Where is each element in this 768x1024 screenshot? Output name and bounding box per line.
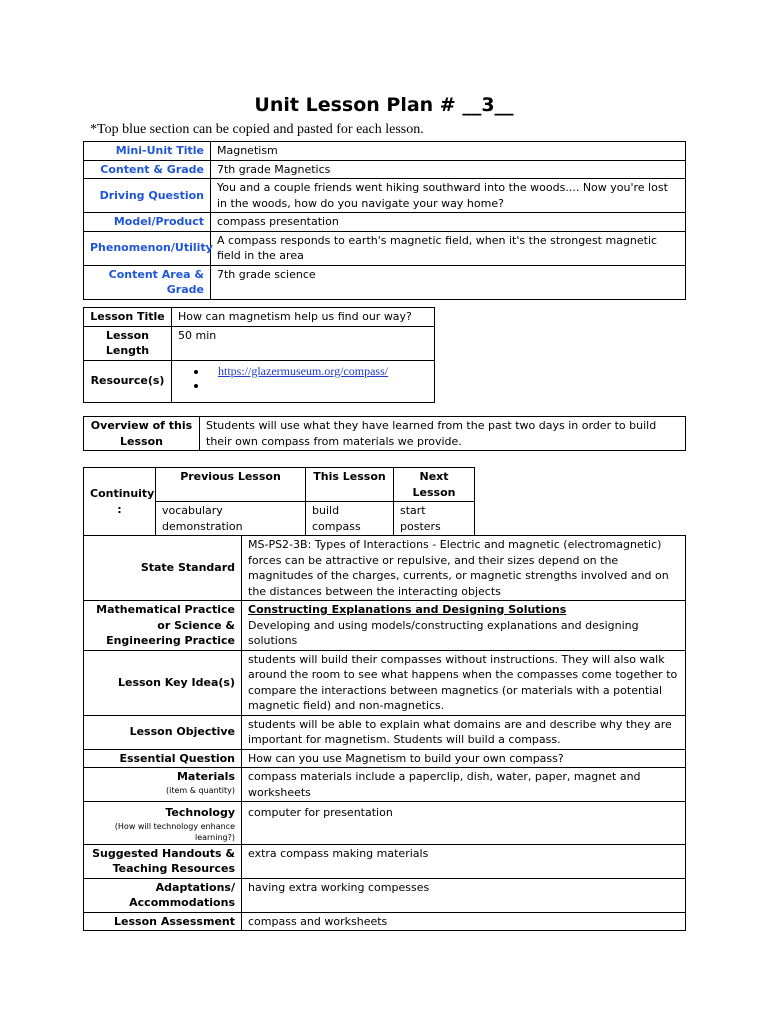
- table-row: [84, 231, 686, 265]
- table-row: [84, 160, 686, 179]
- table-row: [84, 326, 435, 360]
- lesson-title-label: Lesson Title: [84, 308, 172, 327]
- table-row: [84, 912, 686, 931]
- materials-sublabel: (item & quantity): [166, 785, 235, 795]
- table-row: [84, 749, 686, 768]
- table-row: [84, 417, 686, 451]
- lesson-info-table: [83, 307, 435, 403]
- list-item: [208, 364, 428, 378]
- continuity-label: Continuity :: [84, 468, 156, 536]
- materials-value: compass materials include a paperclip, dish, water, paper, magnet and worksheets: [242, 768, 686, 802]
- essential-question-label: Essential Question: [84, 749, 242, 768]
- driving-question-value: You and a couple friends went hiking southward into the woods.... Now you're lost in the woods, how do you navigate your way home?: [211, 179, 686, 213]
- content-grade-label: Content & Grade: [84, 160, 211, 179]
- handouts-value: extra compass making materials: [242, 844, 686, 878]
- table-row: [84, 142, 686, 161]
- technology-sublabel: (How will technology enhance learning?): [114, 821, 235, 842]
- copy-note: *Top blue section can be copied and pasted for each lesson.: [90, 122, 424, 137]
- phenomenon-label: Phenomenon/Utility: [84, 231, 211, 265]
- objective-label: Lesson Objective: [84, 715, 242, 749]
- lesson-length-value: 50 min: [172, 326, 435, 360]
- resources-list: [178, 364, 428, 392]
- key-idea-value: students will build their compasses without instructions. They will also walk around the room to see what happens when the compasses come together to compare the interactions between magnetics (or materials with a potential magnetic field) and non-magnetics.: [242, 650, 686, 715]
- model-product-value: compass presentation: [211, 213, 686, 232]
- phenomenon-value: A compass responds to earth's magnetic field, when it's the strongest magnetic field in the area: [211, 231, 686, 265]
- practice-value: Developing and using models/constructing explanations and designing solutions: [248, 618, 639, 647]
- lesson-detail-table: [83, 535, 686, 931]
- practice-heading: Constructing Explanations and Designing Solutions: [248, 603, 567, 616]
- adaptations-value: having extra working compesses: [242, 878, 686, 912]
- table-row: [84, 536, 686, 601]
- adaptations-label: Adaptations/ Accommodations: [84, 878, 242, 912]
- lesson-title-value: How can magnetism help us find our way?: [172, 308, 435, 327]
- previous-lesson-value: vocabulary demonstration: [156, 502, 306, 536]
- assessment-label: Lesson Assessment: [84, 912, 242, 931]
- mini-unit-title-label: Mini-Unit Title: [84, 142, 211, 161]
- list-item: [208, 378, 428, 392]
- state-standard-label: State Standard: [84, 536, 242, 601]
- mini-unit-title-value: Magnetism: [211, 142, 686, 161]
- next-lesson-header: Next Lesson: [394, 468, 475, 502]
- table-row: [84, 768, 686, 802]
- objective-value: students will be able to explain what domains are and describe why they are important for magnetism. Students will build a compass.: [242, 715, 686, 749]
- unit-info-table: [83, 141, 686, 300]
- continuity-table: [83, 467, 475, 536]
- table-row: [84, 468, 475, 502]
- table-row: [84, 179, 686, 213]
- resources-label: Resource(s): [84, 360, 172, 402]
- table-row: [84, 213, 686, 232]
- key-idea-label: Lesson Key Idea(s): [84, 650, 242, 715]
- content-area-value: 7th grade science: [211, 265, 686, 299]
- overview-table: [83, 416, 686, 451]
- table-row: [84, 360, 435, 402]
- practice-label: Mathematical Practice or Science & Engineering Practice: [84, 601, 242, 651]
- materials-label: Materials: [176, 770, 235, 783]
- content-area-label: Content Area & Grade: [84, 265, 211, 299]
- driving-question-label: Driving Question: [84, 179, 211, 213]
- table-row: [84, 715, 686, 749]
- table-row: [84, 650, 686, 715]
- table-row: [84, 308, 435, 327]
- previous-lesson-header: Previous Lesson: [156, 468, 306, 502]
- overview-value: Students will use what they have learned from the past two days in order to build their own compass from materials we provide.: [200, 417, 686, 451]
- this-lesson-value: build compass: [306, 502, 394, 536]
- overview-label: Overview of this Lesson: [84, 417, 200, 451]
- assessment-value: compass and worksheets: [242, 912, 686, 931]
- model-product-label: Model/Product: [84, 213, 211, 232]
- technology-label: Technology: [165, 806, 235, 819]
- page-title: Unit Lesson Plan # __3__: [254, 94, 514, 116]
- table-row: [84, 844, 686, 878]
- state-standard-value: MS-PS2-3B: Types of Interactions - Electric and magnetic (electromagnetic) forces can be attractive or repulsive, and their sizes depend on the magnitudes of the charges, currents, or magnetic strengths involved and on the distances between the interacting objects: [242, 536, 686, 601]
- handouts-label: Suggested Handouts & Teaching Resources: [84, 844, 242, 878]
- next-lesson-value: start posters: [394, 502, 475, 536]
- resource-link[interactable]: https://glazermuseum.org/compass/: [218, 363, 389, 378]
- table-row: [84, 601, 686, 651]
- content-grade-value: 7th grade Magnetics: [211, 160, 686, 179]
- table-row: [84, 878, 686, 912]
- this-lesson-header: This Lesson: [306, 468, 394, 502]
- technology-value: computer for presentation: [242, 802, 686, 845]
- table-row: [84, 265, 686, 299]
- lesson-length-label: Lesson Length: [84, 326, 172, 360]
- table-row: [84, 802, 686, 845]
- essential-question-value: How can you use Magnetism to build your own compass?: [242, 749, 686, 768]
